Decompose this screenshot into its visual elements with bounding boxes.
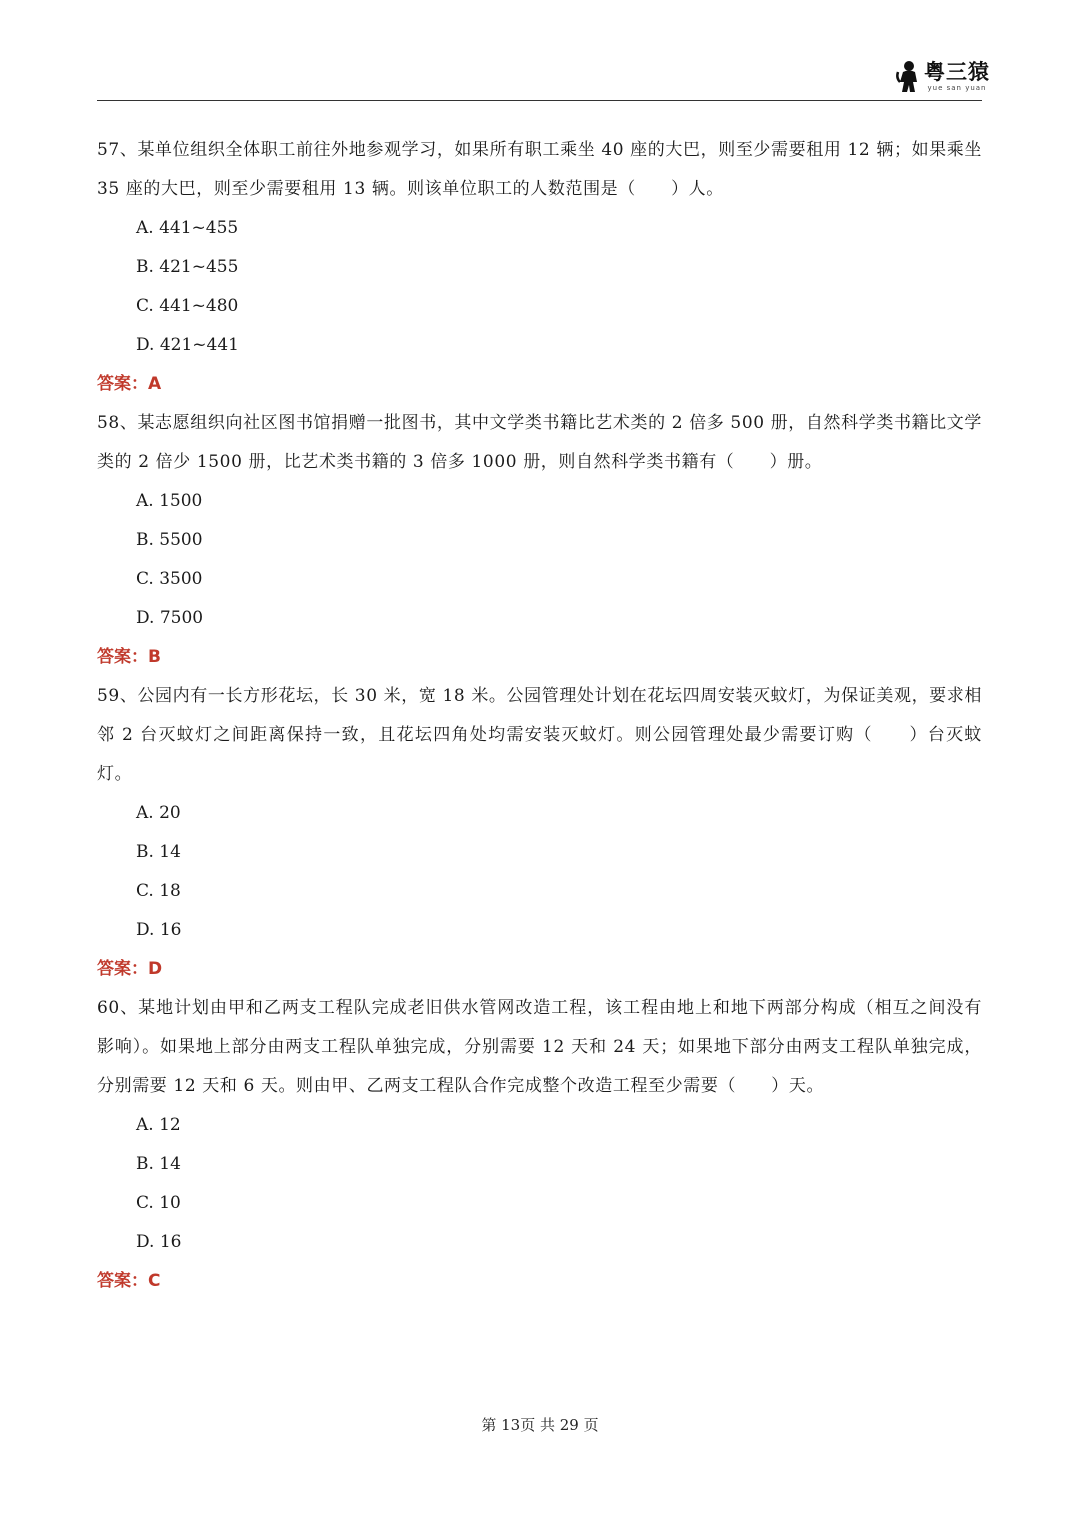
option-b: B. 14	[136, 1154, 181, 1174]
option-b: B. 421~455	[136, 257, 239, 277]
option-c: C. 10	[136, 1193, 181, 1213]
answer-label: 答案：B	[97, 647, 161, 667]
answer-label: 答案：C	[97, 1271, 161, 1291]
question-text: 58、某志愿组织向社区图书馆捐赠一批图书，其中文学类书籍比艺术类的 2 倍多 500 册，自然科学类书籍比文学类的 2 倍少 1500 册，比艺术类书籍的 3 倍多 1000 册，则自然科学类书籍有（ ）册。	[97, 413, 982, 472]
question-text: 60、某地计划由甲和乙两支工程队完成老旧供水管网改造工程，该工程由地上和地下两部分构成（相互之间没有影响）。如果地上部分由两支工程队单独完成，分别需要 12 天和 24 天；如果地下部分由两支工程队单独完成，分别需要 12 天和 6 天。则由甲、乙两支工程队合作完成整个改造工程至少需要（ ）天。	[97, 998, 982, 1096]
question-block	[97, 677, 982, 989]
option-c: C. 3500	[136, 569, 203, 589]
option-d: D. 421~441	[136, 335, 239, 355]
question-list	[97, 131, 982, 1301]
option-d: D. 16	[136, 1232, 182, 1252]
option-a: A. 1500	[136, 491, 203, 511]
answer-label: 答案：A	[97, 374, 162, 394]
option-b: B. 5500	[136, 530, 203, 550]
monkey-logo-icon	[894, 60, 922, 94]
option-c: C. 18	[136, 881, 181, 901]
question-block	[97, 989, 982, 1301]
logo-pinyin: yue san yuan	[927, 84, 987, 92]
option-a: A. 441~455	[136, 218, 239, 238]
question-block	[97, 404, 982, 677]
brand-logo	[894, 60, 990, 94]
option-b: B. 14	[136, 842, 181, 862]
option-a: A. 20	[136, 803, 181, 823]
question-block	[97, 131, 982, 404]
option-d: D. 16	[136, 920, 182, 940]
question-text: 59、公园内有一长方形花坛，长 30 米，宽 18 米。公园管理处计划在花坛四周安装灭蚊灯，为保证美观，要求相邻 2 台灭蚊灯之间距离保持一致，且花坛四角处均需安装灭蚊灯。则公园管理处最少需要订购（ ）台灭蚊灯。	[97, 686, 982, 784]
option-d: D. 7500	[136, 608, 204, 628]
answer-label: 答案：D	[97, 959, 163, 979]
page-number: 第 13页 共 29 页	[481, 1416, 599, 1434]
logo-text: 粤三猿	[924, 60, 990, 84]
option-a: A. 12	[136, 1115, 181, 1135]
option-c: C. 441~480	[136, 296, 239, 316]
page-header	[97, 56, 990, 101]
question-text: 57、某单位组织全体职工前往外地参观学习，如果所有职工乘坐 40 座的大巴，则至少需要租用 12 辆；如果乘坐 35 座的大巴，则至少需要租用 13 辆。则该单位职工的人数范围是（ ）人。	[97, 140, 982, 199]
